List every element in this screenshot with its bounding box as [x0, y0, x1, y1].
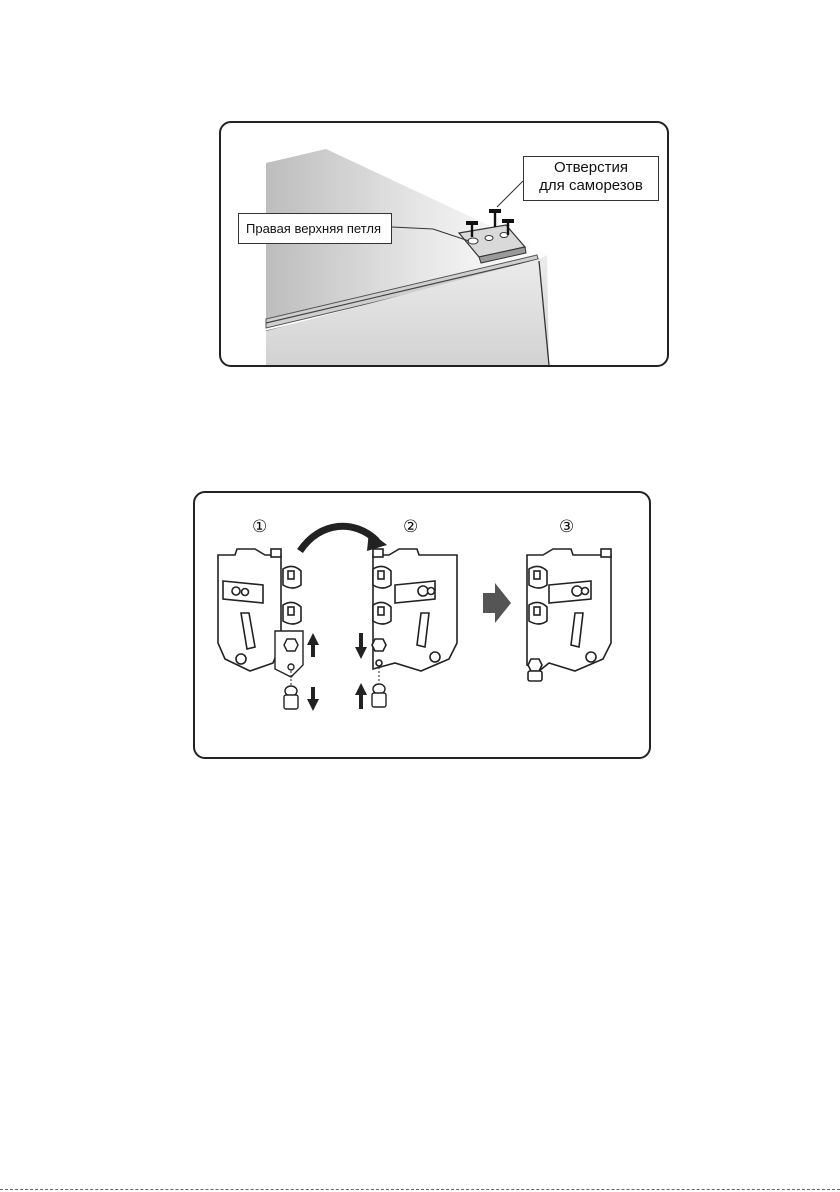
right-top-hinge-callout: Правая верхняя петля — [238, 213, 392, 244]
step-1-label: ① — [252, 517, 268, 537]
down-arrow-icon — [307, 687, 319, 711]
pin-icon — [284, 686, 298, 709]
down-arrow-icon — [355, 633, 367, 659]
hinge-swap-figure — [193, 491, 651, 759]
nut-icon — [284, 639, 298, 651]
screw-icon — [489, 211, 501, 227]
step-2-label: ② — [403, 517, 419, 537]
hinge-bracket-step3 — [527, 549, 611, 681]
screw-holes-callout — [523, 156, 659, 201]
pin-icon — [528, 671, 542, 681]
step-3-label: ③ — [559, 517, 575, 537]
hinge-bracket-step2 — [372, 549, 457, 671]
hinge-steps-illustration — [195, 493, 649, 757]
callout-line: для саморезов — [539, 177, 643, 194]
right-arrow-icon — [483, 583, 511, 623]
callout-line: Отверстия — [554, 159, 628, 176]
up-arrow-icon — [307, 633, 319, 657]
hinge-plate-insert-step1 — [275, 631, 303, 677]
up-arrow-icon — [355, 683, 367, 709]
page-bottom-rule — [0, 1189, 840, 1190]
nut-icon — [528, 659, 542, 671]
nut-icon — [372, 639, 386, 651]
pin-icon — [372, 684, 386, 707]
hinge-install-figure — [219, 121, 669, 367]
curved-arrow-icon — [300, 526, 377, 551]
